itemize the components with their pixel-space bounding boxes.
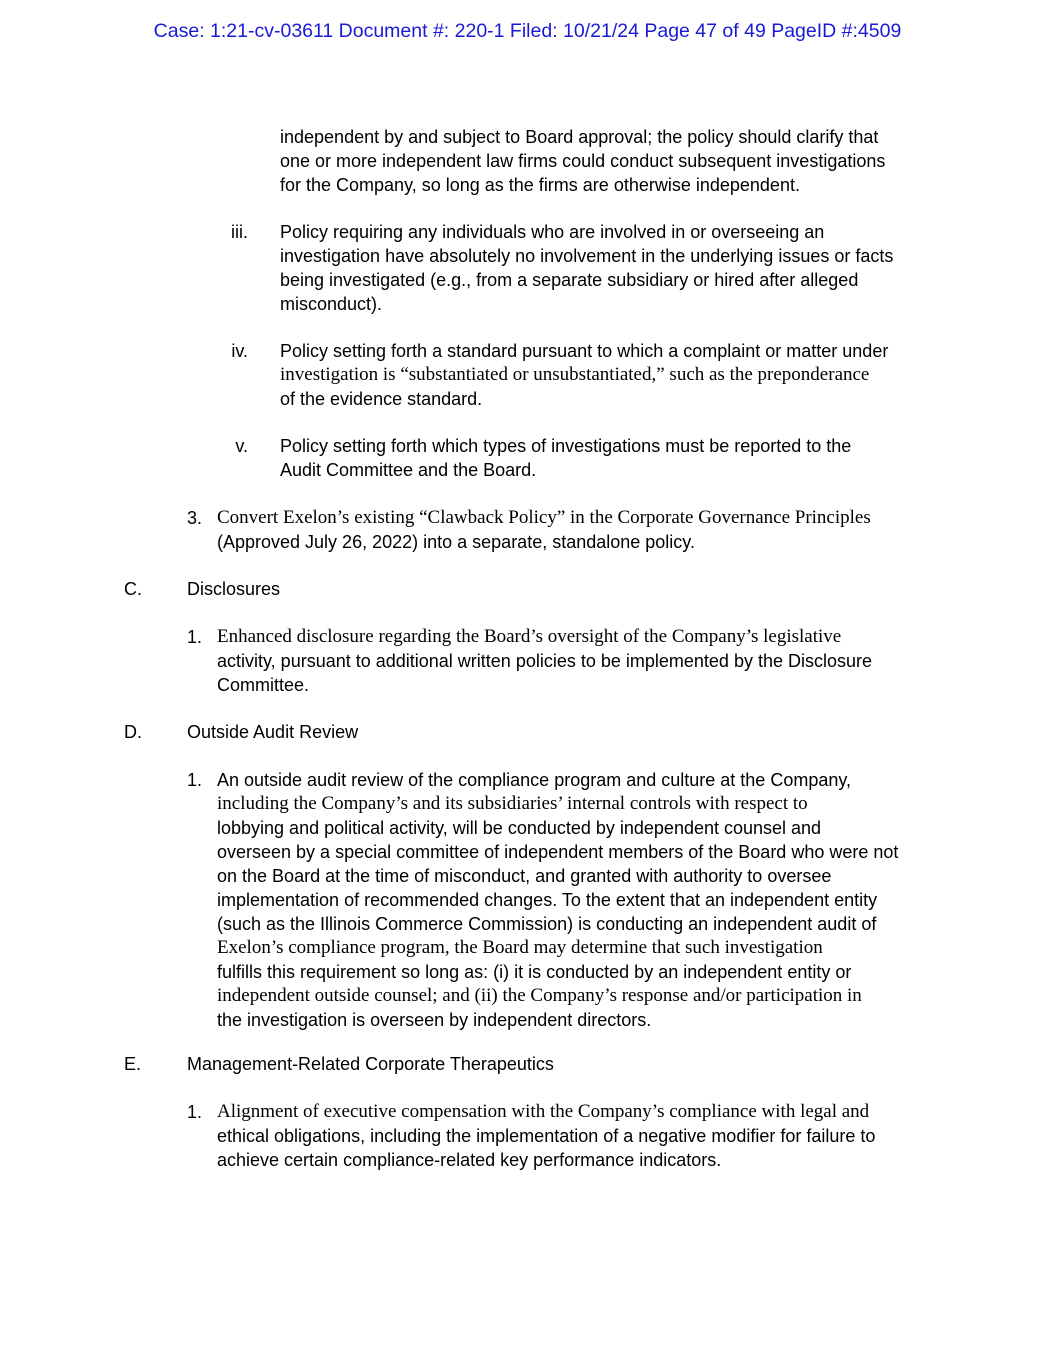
text-line: An outside audit review of the compliance program and culture at the Company,	[217, 770, 852, 790]
text-line: implementation of recommended changes. To the extent that an independent entity	[217, 890, 878, 910]
list-marker-1: 1.	[187, 627, 203, 647]
text-line: Exelon’s compliance program, the Board may determine that such investigation	[217, 937, 823, 958]
text-line: ethical obligations, including the implementation of a negative modifier for failure to	[217, 1126, 876, 1146]
list-marker-v: v.	[235, 436, 248, 456]
section-title-disclosures: Disclosures	[187, 579, 281, 599]
text-line: the investigation is overseen by independent directors.	[217, 1010, 652, 1030]
list-marker-3: 3.	[187, 508, 203, 528]
text-line: achieve certain compliance-related key performance indicators.	[217, 1150, 722, 1170]
list-marker-1: 1.	[187, 770, 203, 790]
text-line: lobbying and political activity, will be conducted by independent counsel and	[217, 818, 822, 838]
text-line: one or more independent law firms could conduct subsequent investigations	[280, 151, 886, 171]
text-line: (such as the Illinois Commerce Commission) is conducting an independent audit of	[217, 914, 877, 934]
text-line: investigation have absolutely no involvement in the underlying issues or facts	[280, 246, 894, 266]
list-marker-1: 1.	[187, 1102, 203, 1122]
list-marker-iv: iv.	[231, 341, 248, 361]
text-line: on the Board at the time of misconduct, and granted with authority to oversee	[217, 866, 832, 886]
text-line: Audit Committee and the Board.	[280, 460, 537, 480]
text-line: (Approved July 26, 2022) into a separate, standalone policy.	[217, 532, 695, 552]
list-marker-iii: iii.	[231, 222, 248, 242]
text-line: Enhanced disclosure regarding the Board’s oversight of the Company’s legislative	[217, 626, 842, 647]
section-title-management-therapeutics: Management-Related Corporate Therapeutics	[187, 1054, 554, 1074]
text-line: Policy setting forth which types of investigations must be reported to the	[280, 436, 852, 456]
text-line: Committee.	[217, 675, 310, 695]
case-header-stamp: Case: 1:21-cv-03611 Document #: 220-1 Filed: 10/21/24 Page 47 of 49 PageID #:4509	[153, 20, 902, 42]
text-line: Alignment of executive compensation with the Company’s compliance with legal and	[217, 1101, 870, 1122]
section-title-outside-audit-review: Outside Audit Review	[187, 722, 359, 742]
text-line: including the Company’s and its subsidiaries’ internal controls with respect to	[217, 793, 808, 814]
text-line: being investigated (e.g., from a separate subsidiary or hired after alleged	[280, 270, 859, 290]
section-letter-e: E.	[124, 1054, 142, 1074]
text-line: for the Company, so long as the firms are otherwise independent.	[280, 175, 800, 195]
text-line: Policy setting forth a standard pursuant to which a complaint or matter under	[280, 341, 889, 361]
text-line: independent outside counsel; and (ii) the Company’s response and/or participation in	[217, 985, 862, 1006]
text-line: investigation is “substantiated or unsubstantiated,” such as the preponderance	[280, 364, 870, 385]
text-line: overseen by a special committee of independent members of the Board who were not	[217, 842, 899, 862]
policy-item-v	[280, 434, 851, 482]
clawback-policy-item	[217, 506, 871, 554]
policy-item-iii	[280, 220, 893, 316]
text-line: independent by and subject to Board approval; the policy should clarify that	[280, 127, 879, 147]
text-line: misconduct).	[280, 294, 383, 314]
text-line: of the evidence standard.	[280, 389, 483, 409]
text-line: activity, pursuant to additional written policies to be implemented by the Disclosure	[217, 651, 872, 671]
disclosures-item	[217, 625, 872, 697]
outside-audit-item	[217, 768, 898, 1032]
policy-item-iv	[280, 339, 888, 411]
executive-compensation-item	[217, 1100, 875, 1172]
text-line: Convert Exelon’s existing “Clawback Policy” in the Corporate Governance Principles	[217, 507, 871, 528]
continuation-paragraph	[280, 125, 885, 197]
text-line: Policy requiring any individuals who are involved in or overseeing an	[280, 222, 825, 242]
text-line: fulfills this requirement so long as: (i) it is conducted by an independent entity or	[217, 962, 852, 982]
section-letter-c: C.	[124, 579, 142, 599]
section-letter-d: D.	[124, 722, 142, 742]
